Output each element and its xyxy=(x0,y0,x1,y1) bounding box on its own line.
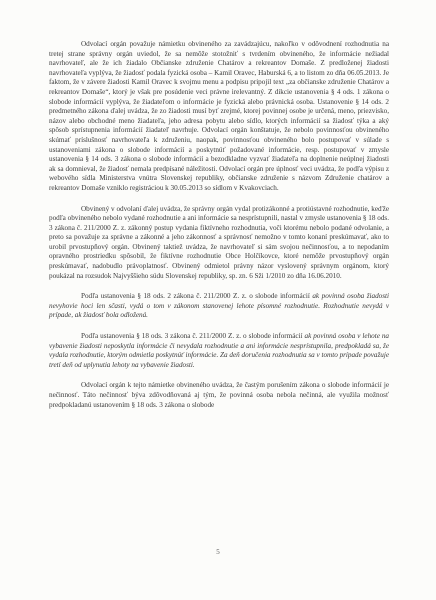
paragraph-2: Obvinený v odvolaní ďalej uvádza, že správny orgán vydal protizákonné a protiústavné rozhodnutie, keďže podľa obvineného nebolo vydané rozhodnutie a ani informácie sa nesprístupnili, nastal v zmysle ustanovenia § 18 ods. 3 zákona č. 211/2000 Z. z. zákonný postup vydania fiktívneho rozhodnutia, voči ktorému nebolo podané odvolanie, a preto sa považuje za správne a zákonné a jeho zákonnosť a správnosť nemožno v tomto konaní preskúmavať, ako to urobil prvostupňový orgán. Obvinený taktiež uvádza, že navrhovateľ si sám svojou nečinnosťou, a to nepodaním opravného prostriedku spôsobil, že fiktívne rozhodnutie Obce Holčíkovce, ktoré nemôže prvostupňový orgán preskúmavať, nadobudlo právoplatnosť. Obvinený odmietol právny názor vyslovený správnym orgánom, ktorý poukázal na rozsudok Najvyššieho súdu Slovenskej republiky, sp. zn. 6 Sži 1/2010 zo dňa 16.06.2010. xyxy=(49,204,389,280)
paragraph-4 xyxy=(49,332,389,370)
paragraph-3 xyxy=(49,292,389,321)
paragraph-5: Odvolací orgán k tejto námietke obvineného uvádza, že častým porušením zákona o slobode informácií je nečinnosť. Táto nečinnosť býva zdôvodňovaná aj tým, že povinná osoba nebola nečinná, ale využila možnosť predpokladanú ustanovením § 18 ods. 3 zákona o slobode xyxy=(49,381,389,409)
document-body xyxy=(49,40,389,421)
paragraph-3-lead: Podľa ustanovenia § 18 ods. 2 zákona č. 211/2000 Z. z. o slobode informácií xyxy=(81,292,313,301)
paragraph-3-quote: ak povinná osoba žiadosti nevyhovie hoci len sčasti, vydá o tom v zákonom stanovenej lehote písomné rozhodnutie. Rozhodnutie nevydá v prípade, ak žiadosť bola odložená. xyxy=(49,292,389,320)
paragraph-4-quote: ak povinná osoba v lehote na vybavenie žiadosti neposkytla informácie či nevydala rozhodnutie a ani informácie nesprístupnila, predpokladá sa, že vydala rozhodnutie, ktorým odmietla poskytnúť informácie. Za deň doručenia rozhodnutia sa v tomto prípade považuje tretí deň od uplynutia lehoty na vybavenie žiadosti. xyxy=(49,332,389,369)
page-number: 5 xyxy=(216,548,220,556)
paragraph-4-lead: Podľa ustanovenia § 18 ods. 3 zákona č. 211/2000 Z. z. o slobode informácií xyxy=(81,332,305,341)
paragraph-1: Odvolací orgán považuje námietku obvineného za zavádzajúcu, nakoľko v odôvodnení rozhodnutia na tretej strane správny orgán uviedol, že sa nemôže stotožniť s tvrdením obvineného, že informácie nežiadal navrhovateľ, ale že ich žiadalo Občianske združenie Chatárov a rekreantov Domaše. Z predloženej žiadosti navrhovateľa vyplýva, že žiadosť podala fyzická osoba – Kamil Oravec, Haburská 6, a to listom zo dňa 06.05.2013. Je faktom, že v závere žiadosti Kamil Oravec k svojmu menu a podpisu pripojil text „za občianske združenie Chatárov a rekreantov Domaše“, ktorý je však pre posúdenie veci právne irelevantný. Z dikcie ustanovenia § 4 ods. 1 zákona o slobode informácií vyplýva, že žiadateľom o informácie je fyzická alebo právnická osoba. Ustanovenie § 14 ods. 2 predmetného zákona ďalej uvádza, že zo žiadosti musí byť zrejmé, ktorej povinnej osobe je určená, meno, priezvisko, názov alebo obchodné meno žiadateľa, jeho adresa pobytu alebo sídlo, ktorých informácií sa žiadosť týka a aký spôsob sprístupnenia informácií žiadateľ navrhuje. Odvolací orgán konštatuje, že nebolo povinnosťou obvineného skúmať príslušnosť navrhovateľa k združeniu, naopak, povinnosťou obvineného bolo postupovať v súlade s ustanoveniami zákona o slobode informácií a poskytnúť požadované informácie, resp. postupovať v zmysle ustanovenia § 14 ods. 3 zákona o slobode informácií a bezodkladne vyzvať žiadateľa na doplnenie neúplnej žiadosti ak sa domnieval, že žiadosť nemala predpísané náležitosti. Odvolací orgán pre úplnosť veci uvádza, že podľa výpisu z webového sídla Ministerstva vnútra Slovenskej republiky, občianske združenie s názvom Združenie chatárov a rekreantov Domaše vzniklo registráciou k 30.05.2013 so sídlom v Kvakovciach. xyxy=(49,40,389,192)
